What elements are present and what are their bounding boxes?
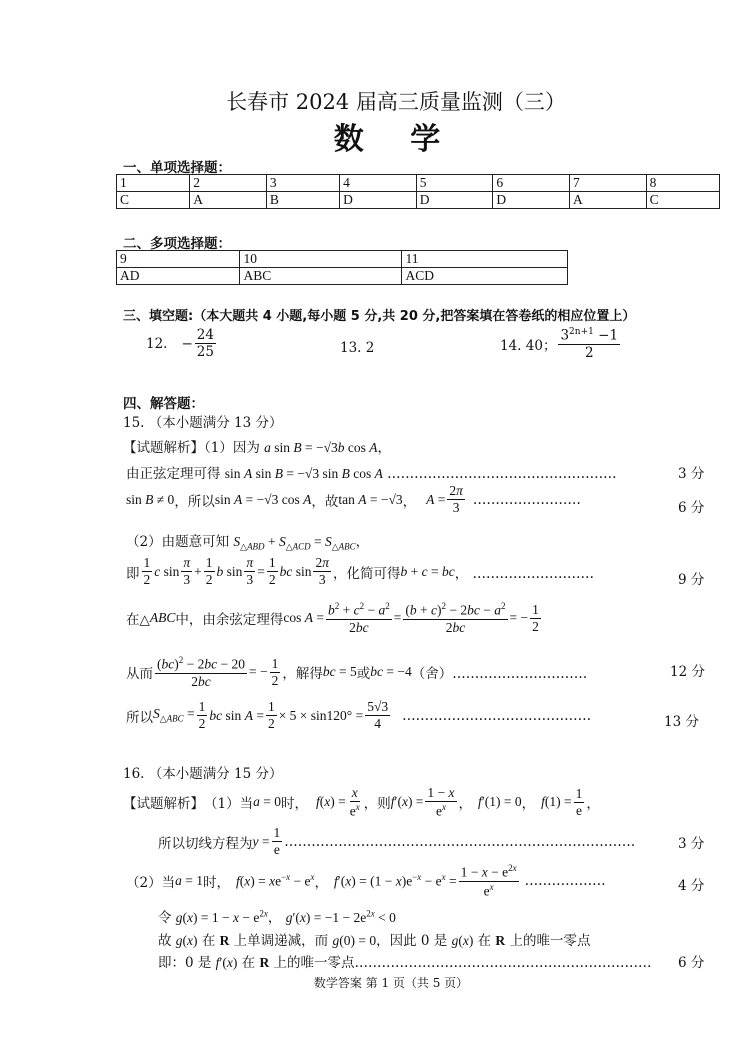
q16-score-6: 6 分: [678, 955, 705, 971]
q15-line-5: 即 $\frac{1}{2}$ c sin $\frac{\pi}{3}$ + $\frac{1}{2}$ b sin $\frac{\pi}{3}$ = $\frac{1}{2}$ bc sin $\frac{2\pi}{3}$ ，化简可得 b + c = bc ， ………………………: [126, 555, 595, 588]
q15-line-6: 在△ ABC 中，由余弦定理得 cos A = $\frac{b^2 + c^2 - a^2}{2bc}$ = $\frac{(b + c)^2 - 2bc - a^2}{2bc}$ = − $\frac{1}{2}$: [126, 601, 539, 635]
q12-fraction: [195, 328, 216, 359]
q15-line-2: 由正弦定理可得 sin A sin B = −√3 sin B cos A ……………………………………………: [126, 466, 617, 482]
q15-title: 15. （本小题满分 13 分）: [123, 415, 283, 431]
q14-denominator: 2: [584, 344, 594, 361]
analysis-label: 【试题解析】: [123, 796, 204, 813]
table-row: [117, 192, 720, 209]
table-cell: 3: [266, 175, 339, 192]
answer-q12: [146, 328, 218, 359]
table-cell: 5: [416, 175, 493, 192]
single-choice-answer-table: [116, 174, 720, 209]
q12-denominator: 25: [196, 344, 214, 361]
section-multi-choice-heading: 二、多项选择题：: [123, 236, 231, 252]
section-fill-blank-heading: 三、填空题:（本大题共 4 小题,每小题 5 分,共 20 分,把答案填在答卷纸的相应位置上）: [123, 309, 636, 324]
q14-label: 14. 40；: [500, 337, 557, 354]
analysis-label: 【试题解析】: [123, 440, 204, 456]
table-cell: C: [646, 192, 719, 209]
q15-score-9: 9 分: [678, 572, 705, 588]
table-cell: 10: [240, 251, 402, 268]
page-footer: 数学答案 第 1 页（共 5 页）: [313, 976, 469, 990]
q16-line-3: （2）当 a = 1 时， $f(x) = xe^{-x} - e^x$ ， $f'(x) = (1 - x)e^{-x} - e^x$ = $\frac{1 - x - e^{2x}}{e^x}$ ………………: [126, 863, 606, 899]
table-cell: 9: [117, 251, 240, 268]
table-cell: 7: [570, 175, 647, 192]
table-cell: D: [416, 192, 493, 209]
q16-line-2: 所以切线方程为 y = $\frac{1}{e}$ ……………………………………………………………………: [158, 825, 636, 858]
q15-score-13: 13 分: [664, 714, 699, 730]
table-cell: 2: [190, 175, 267, 192]
q15-line-1: 【试题解析】（1）因为 a sin B = −√3b cos A，: [123, 440, 392, 456]
q16-title: 16. （本小题满分 15 分）: [123, 766, 283, 782]
table-cell: 11: [402, 251, 568, 268]
table-cell: D: [340, 192, 417, 209]
table-cell: C: [117, 192, 190, 209]
table-cell: B: [266, 192, 339, 209]
q15-line-8: 所以 $S_{\triangle ABC}$ = $\frac{1}{2}$ bc sin A = $\frac{1}{2}$ × 5 × sin120° = $\frac{5√3}{4}$ ……………………………………: [126, 699, 592, 732]
table-cell: 6: [493, 175, 570, 192]
table-cell: 1: [117, 175, 190, 192]
table-cell: ABC: [240, 268, 402, 285]
subject-title: 数 学: [333, 122, 459, 157]
table-cell: 8: [646, 175, 719, 192]
q12-numerator: 24: [196, 327, 214, 343]
q15-line-7: 从而 $\frac{(bc)^2 - 2bc - 20}{2bc}$ = − $\frac{1}{2}$ ，解得 bc = 5 或 bc = −4 （舍）…………………………: [126, 655, 588, 689]
answer-q14: [500, 328, 622, 360]
q14-numerator-rest: −1: [593, 327, 619, 344]
q14-numerator-base: 3: [560, 327, 570, 344]
q16-line-1: 【试题解析】 （1）当 a = 0 时， f(x) = $\frac{x}{e^x}$ ，则 f′(x) = $\frac{1 - x}{e^x}$ ， f′(1) = 0 ， f(1) = $\frac{1}{e}$ ，: [123, 785, 600, 819]
multi-choice-answer-table: [116, 250, 568, 285]
q16-line-6: 即：0 是 f′(x) 在 R 上的唯一零点…………………………………………………………: [158, 955, 652, 971]
q15-line-3: sin B ≠ 0 ，所以 sin A = −√3 cos A ，故 tan A = −√3 ， A = $\frac{2\pi}{3}$ ……………………: [126, 483, 581, 516]
section-solution-heading: 四、解答题：: [123, 396, 204, 412]
table-row: [117, 268, 568, 285]
table-cell: D: [493, 192, 570, 209]
q16-line-4: 令 $g(x) = 1 - x - e^{2x}$， $g'(x) = -1 - 2e^{2x} < 0$: [158, 908, 396, 926]
q15-line-4: （2）由题意可知 $S_{\triangle ABD} + S_{\triangle ACD} = S_{\triangle ABC}$，: [126, 534, 370, 552]
q16-score-4: 4 分: [678, 878, 705, 894]
q12-sign: −: [181, 335, 193, 352]
table-row: [117, 251, 568, 268]
q16-line-5: 故 g(x) 在 R 上单调递减，而 g(0) = 0，因此 0 是 g(x) 在 R 上的唯一零点: [158, 933, 591, 949]
page-title: 长春市 2024 届高三质量监测（三）: [226, 90, 566, 114]
q14-numerator-exponent: 2n+1: [569, 327, 594, 337]
q12-label: 12.: [146, 335, 168, 352]
q16-score-3: 3 分: [678, 836, 705, 852]
table-cell: AD: [117, 268, 240, 285]
q14-fraction: [558, 328, 620, 360]
section-single-choice-heading: 一、单项选择题：: [123, 160, 231, 176]
table-cell: 4: [340, 175, 417, 192]
table-cell: A: [570, 192, 647, 209]
table-row: [117, 175, 720, 192]
q15-score-12: 12 分: [670, 664, 705, 680]
table-cell: A: [190, 192, 267, 209]
q15-score-6: 6 分: [678, 500, 705, 516]
q15-score-3: 3 分: [678, 466, 705, 482]
table-cell: ACD: [402, 268, 568, 285]
answer-q13: 13. 2: [340, 340, 375, 356]
